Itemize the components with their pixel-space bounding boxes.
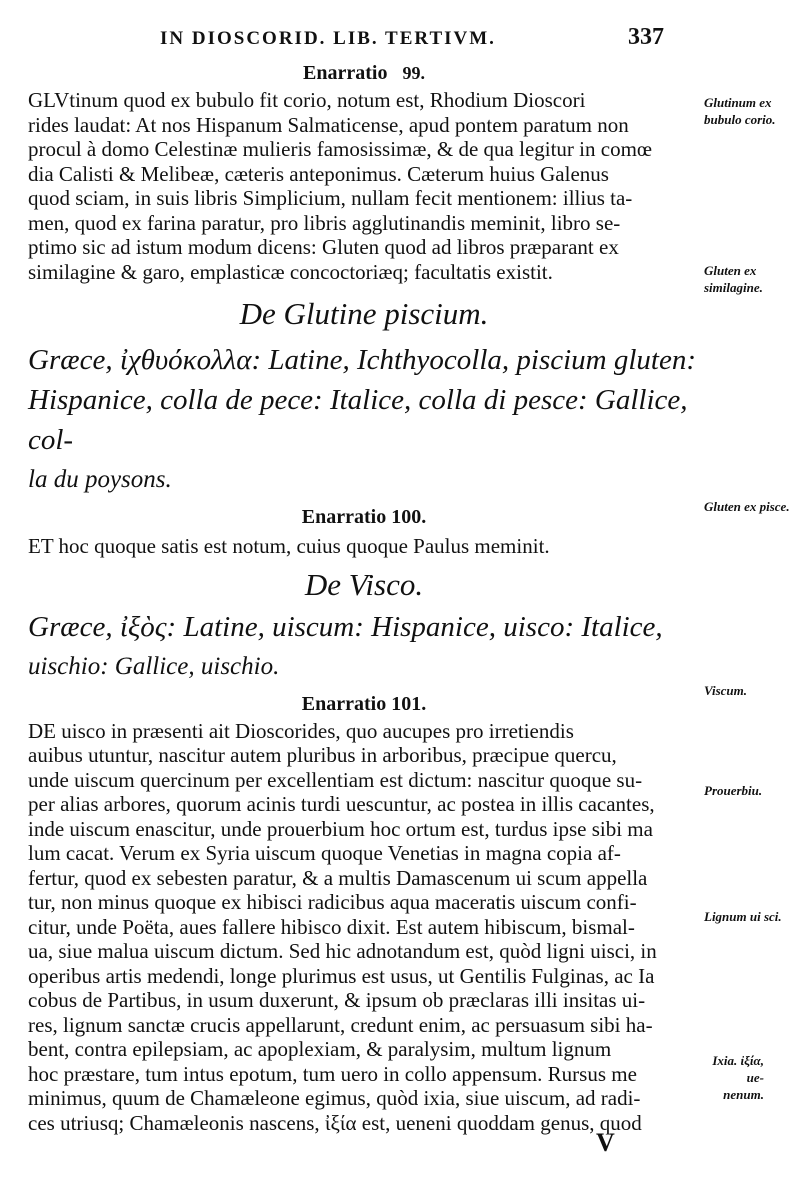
- text-line: dia Calisti & Melibeæ, cæteris anteponimus. Cæterum huius Galenus: [28, 161, 609, 186]
- margin-note-lignum: Lignum ui sci.: [704, 909, 782, 924]
- text-line: rides laudat: At nos Hispanum Salmaticense, apud pontem paratum non: [28, 112, 629, 137]
- page-number: 337: [628, 24, 664, 50]
- main-text-block: [28, 58, 700, 1135]
- text-line: hoc præstare, tum intus epotum, tum uero in collo appensum. Rursus me: [28, 1061, 637, 1086]
- text-line: inde uiscum enascitur, unde prouerbium hoc ortum est, turdus ipse sibi ma: [28, 816, 653, 841]
- text-line: citur, unde Poëta, aues fallere hibisco dixit. Est autem hibiscum, bismal-: [28, 914, 635, 939]
- margin-note-pisce: Gluten ex pisce.: [704, 499, 790, 514]
- margin-note-viscum: Viscum.: [704, 683, 747, 698]
- text-line: auibus utuntur, nascitur autem pluribus in arboribus, præcipue quercu,: [28, 743, 617, 767]
- text-line: procul à domo Celestinæ mulieris famosissimæ, & de qua legitur in comœ: [28, 137, 653, 161]
- text-line: ces utriusq; Chamæleonis nascens, ἰξία est, ueneni quoddam genus, quod: [28, 1110, 642, 1135]
- enarratio-99-label: Enarratio: [303, 62, 388, 84]
- margin-note-ixia: Ixia. ἰξία, ue- nenum.: [712, 1053, 764, 1102]
- enarratio-101-body: [28, 719, 700, 1136]
- names-line: Hispanice, colla de pece: Italice, colla di pesce: Gallice, col-: [28, 384, 688, 456]
- margin-note-glutinum: Glutinum ex bubulo corio.: [704, 95, 776, 127]
- text-line: minimus, quum de Chamæleone egimus, quòd ixia, siue uiscum, ad radi-: [28, 1086, 641, 1110]
- text-line: DE uisco in præsenti ait Dioscorides, quo aucupes pro irretiendis: [28, 718, 574, 743]
- text-line: cobus de Partibus, in usum duxerunt, & ipsum ob præclaras illi insitas ui-: [28, 988, 646, 1012]
- names-line: Græce, ἰξὸς: Latine, uiscum: Hispanice, uisco: Italice,: [28, 610, 663, 643]
- text-line: per alias arbores, quorum acinis turdi uescuntur, ac postea in illis cacantes,: [28, 792, 655, 816]
- text-line: operibus artis medendi, longe plurimus est usus, ut Gentilis Fulginas, ac Ia: [28, 963, 655, 988]
- text-line: quod sciam, in suis libris Simplicium, nullam fecit mentionem: illius ta-: [28, 186, 633, 210]
- enarratio-99-heading: [28, 58, 700, 88]
- enarratio-101-heading: Enarratio 101.: [301, 692, 427, 715]
- margin-note-prouerbium: Prouerbiu.: [704, 783, 763, 798]
- catchword: V: [596, 1128, 615, 1157]
- visco-names: [28, 607, 700, 687]
- names-line: uischio: Gallice, uischio.: [28, 652, 280, 680]
- glutine-names: [28, 340, 700, 500]
- text-line: similagine & garo, emplasticæ concoctoriæq; facultatis existit.: [28, 259, 553, 284]
- enarratio-100-heading: Enarratio 100.: [301, 506, 427, 528]
- enarratio-100-body: ET hoc quoque satis est notum, cuius quoque Paulus meminit.: [28, 534, 550, 558]
- enarratio-99-body: [28, 88, 700, 284]
- running-head: IN DIOSCORID. LIB. TERTIVM.: [160, 28, 496, 49]
- text-line: res, lignum sanctæ crucis appellarunt, credunt enim, ac persuasum sibi ha-: [28, 1012, 653, 1037]
- names-line: la du poysons.: [28, 466, 172, 493]
- section-title-visco: De Visco.: [304, 566, 424, 602]
- text-line: men, quod ex farina paratur, pro libris agglutinandis meminit, libro se-: [28, 210, 621, 235]
- names-line: Græce, ἰχθυόκολλα: Latine, Ichthyocolla, piscium gluten:: [28, 344, 697, 376]
- text-line: bent, contra epilepsiam, ac apoplexiam, & paralysim, multum lignum: [28, 1037, 612, 1061]
- text-line: ptimo sic ad istum modum dicens: Gluten quod ad libros præparant ex: [28, 235, 619, 259]
- text-line: lum cacat. Verum ex Syria uiscum quoque Venetias in magna copia af-: [28, 841, 621, 865]
- text-line: ua, siue malua uiscum dictum. Sed hic adnotandum est, quòd ligni uisci, in: [28, 939, 657, 963]
- text-line: tur, non minus quoque ex hibisci radicibus aqua maceratis uiscum confi-: [28, 890, 637, 914]
- text-line: fertur, quod ex sebesten paratur, & a multis Damascenum ui scum appella: [28, 865, 648, 890]
- enarratio-99-number: 99.: [402, 63, 425, 83]
- section-title-glutine: De Glutine piscium.: [239, 296, 489, 331]
- text-line: GLVtinum quod ex bubulo fit corio, notum est, Rhodium Dioscori: [28, 88, 586, 112]
- margin-note-similagine: Gluten ex similagine.: [704, 263, 763, 295]
- text-line: unde uiscum quercinum per excellentiam est dictum: nascitur quoque su-: [28, 767, 643, 792]
